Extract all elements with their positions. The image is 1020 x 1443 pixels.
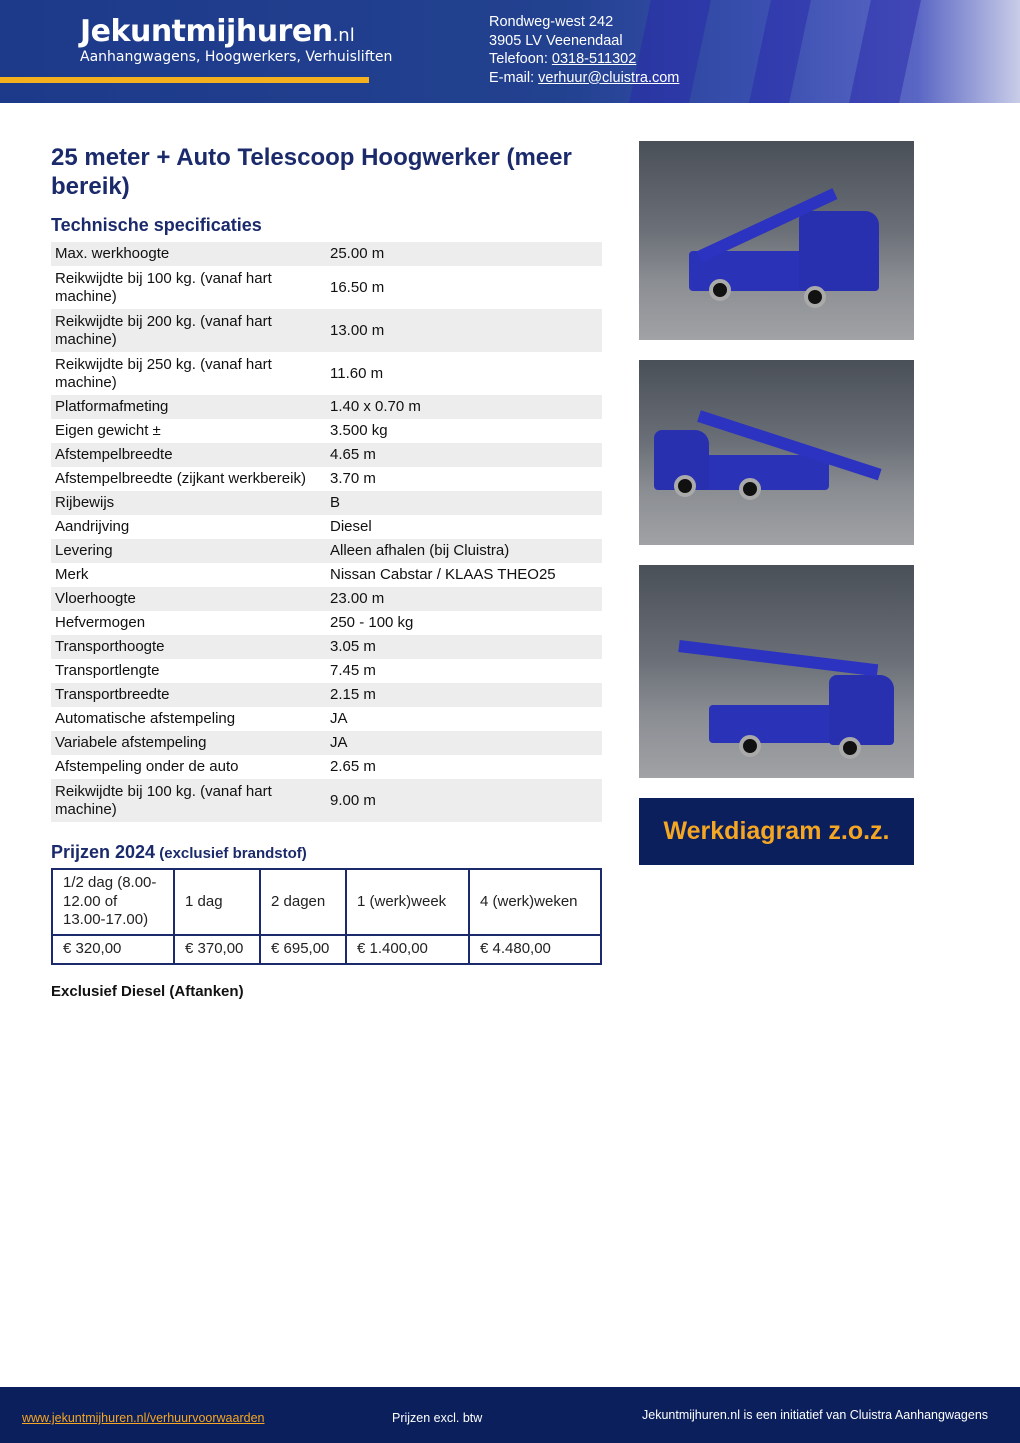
price-header: 1 dag <box>174 869 260 935</box>
spec-value: 2.65 m <box>330 758 376 775</box>
spec-value: JA <box>330 710 348 727</box>
product-photo-2 <box>639 360 914 545</box>
prices-header-row <box>52 869 601 935</box>
rental-terms-link[interactable]: www.jekuntmijhuren.nl/verhuurvoorwaarden <box>22 1411 265 1425</box>
spec-row <box>51 707 602 731</box>
specs-table <box>51 242 602 822</box>
banner-decoration <box>749 0 811 103</box>
wheel <box>739 735 761 757</box>
truck-boom <box>678 640 878 676</box>
spec-value: JA <box>330 734 348 751</box>
spec-value: 9.00 m <box>330 791 376 809</box>
spec-value: 4.65 m <box>330 446 376 463</box>
address-line1: Rondweg-west 242 <box>489 14 614 30</box>
spec-row <box>51 352 602 395</box>
banner-decoration <box>849 0 921 103</box>
spec-row <box>51 779 602 822</box>
spec-label: Reikwijdte bij 100 kg. (vanaf hart machine) <box>55 269 272 305</box>
spec-label: Platformafmeting <box>55 398 169 415</box>
spec-value: Alleen afhalen (bij Cluistra) <box>330 542 510 559</box>
diesel-note: Exclusief Diesel (Aftanken) <box>51 983 244 1000</box>
spec-label: Max. werkhoogte <box>55 245 170 262</box>
address-line2: 3905 LV Veenendaal <box>489 32 623 49</box>
spec-value: 2.15 m <box>330 686 376 703</box>
logo-name: Jekuntmijhuren <box>80 14 333 49</box>
spec-row <box>51 611 602 635</box>
spec-row <box>51 587 602 611</box>
spec-row <box>51 683 602 707</box>
wheel <box>739 478 761 500</box>
spec-row <box>51 467 602 491</box>
wheel <box>804 286 826 308</box>
spec-row <box>51 419 602 443</box>
price-header: 1 (werk)week <box>346 869 469 935</box>
header-banner <box>0 0 1020 103</box>
price-header: 2 dagen <box>260 869 346 935</box>
wheel <box>839 737 861 759</box>
spec-value: 13.00 m <box>330 321 385 339</box>
specs-heading: Technische specificaties <box>51 215 262 235</box>
price-header: 1/2 dag (8.00-12.00 of 13.00-17.00) <box>52 869 174 935</box>
product-photo-1 <box>639 141 914 340</box>
prices-table <box>51 868 602 965</box>
spec-label: Afstempelbreedte <box>55 446 173 463</box>
footer-vat-note: Prijzen excl. btw <box>392 1411 483 1425</box>
spec-row <box>51 755 602 779</box>
footer-initiative: Jekuntmijhuren.nl is een initiatief van Cluistra Aanhangwagens <box>642 1408 989 1422</box>
spec-row <box>51 539 602 563</box>
prices-heading-text: Prijzen 2024 <box>51 842 156 862</box>
spec-value: 16.50 m <box>330 278 385 296</box>
prices-heading <box>51 842 307 863</box>
gold-bar <box>0 77 369 83</box>
logo-tagline: Aanhangwagens, Hoogwerkers, Verhuisliften <box>80 49 393 65</box>
spec-row <box>51 515 602 539</box>
spec-label: Reikwijdte bij 250 kg. (vanaf hart machine) <box>55 355 272 391</box>
price-value: € 695,00 <box>260 935 346 964</box>
spec-label: Transportlengte <box>55 662 160 679</box>
truck-cab <box>799 211 879 291</box>
phone-link[interactable]: 0318-511302 <box>551 51 637 67</box>
spec-row <box>51 242 602 266</box>
werkdiagram-banner: Werkdiagram z.o.z. <box>639 798 914 865</box>
spec-row <box>51 635 602 659</box>
spec-label: Variabele afstempeling <box>55 734 207 751</box>
wheel <box>674 475 696 497</box>
spec-label: Transporthoogte <box>55 638 165 655</box>
spec-label: Afstempelbreedte (zijkant werkbereik) <box>55 470 306 487</box>
spec-label: Aandrijving <box>55 518 130 535</box>
spec-row <box>51 491 602 515</box>
spec-value: 250 - 100 kg <box>330 614 414 631</box>
email-link[interactable]: verhuur@cluistra.com <box>538 69 680 86</box>
spec-value: B <box>330 494 341 511</box>
spec-label: Automatische afstempeling <box>55 710 236 727</box>
spec-value: 1.40 x 0.70 m <box>330 398 421 415</box>
spec-label: Reikwijdte bij 100 kg. (vanaf hart machine) <box>55 782 272 818</box>
logo <box>80 14 392 65</box>
spec-value: 3.500 kg <box>330 422 388 439</box>
price-value: € 4.480,00 <box>469 935 601 964</box>
logo-tld: .nl <box>332 25 355 46</box>
spec-row <box>51 266 602 309</box>
spec-label: Levering <box>55 542 113 559</box>
page-title: 25 meter + Auto Telescoop Hoogwerker (meer bereik) <box>51 144 572 200</box>
spec-row <box>51 443 602 467</box>
price-value: € 320,00 <box>52 935 174 964</box>
product-photo-3 <box>639 565 914 778</box>
spec-row <box>51 659 602 683</box>
spec-label: Reikwijdte bij 200 kg. (vanaf hart machine) <box>55 312 272 348</box>
spec-label: Rijbewijs <box>55 494 115 511</box>
spec-label: Merk <box>55 566 89 583</box>
contact-info <box>489 13 679 87</box>
spec-row <box>51 395 602 419</box>
spec-value: 3.05 m <box>330 638 376 655</box>
spec-row <box>51 309 602 352</box>
price-header: 4 (werk)weken <box>469 869 601 935</box>
footer <box>0 1387 1020 1443</box>
prices-value-row <box>52 935 601 964</box>
spec-row <box>51 563 602 587</box>
spec-label: Transportbreedte <box>55 686 170 703</box>
spec-value: 3.70 m <box>330 470 376 487</box>
spec-row <box>51 731 602 755</box>
price-value: € 370,00 <box>174 935 260 964</box>
spec-value: Nissan Cabstar / KLAAS THEO25 <box>330 566 556 583</box>
spec-value: 11.60 m <box>330 364 384 382</box>
spec-value: Diesel <box>330 518 372 535</box>
spec-value: 7.45 m <box>330 662 376 679</box>
phone-label: Telefoon: <box>489 51 552 67</box>
spec-label: Eigen gewicht ± <box>55 422 161 439</box>
spec-label: Afstempeling onder de auto <box>55 758 239 775</box>
prices-subheading: (exclusief brandstof) <box>155 845 307 862</box>
spec-value: 25.00 m <box>330 245 385 262</box>
spec-label: Vloerhoogte <box>55 590 136 607</box>
truck-cab <box>829 675 894 745</box>
wheel <box>709 279 731 301</box>
email-label: E-mail: <box>489 69 539 86</box>
spec-label: Hefvermogen <box>55 614 146 631</box>
spec-value: 23.00 m <box>330 590 385 607</box>
price-value: € 1.400,00 <box>346 935 469 964</box>
